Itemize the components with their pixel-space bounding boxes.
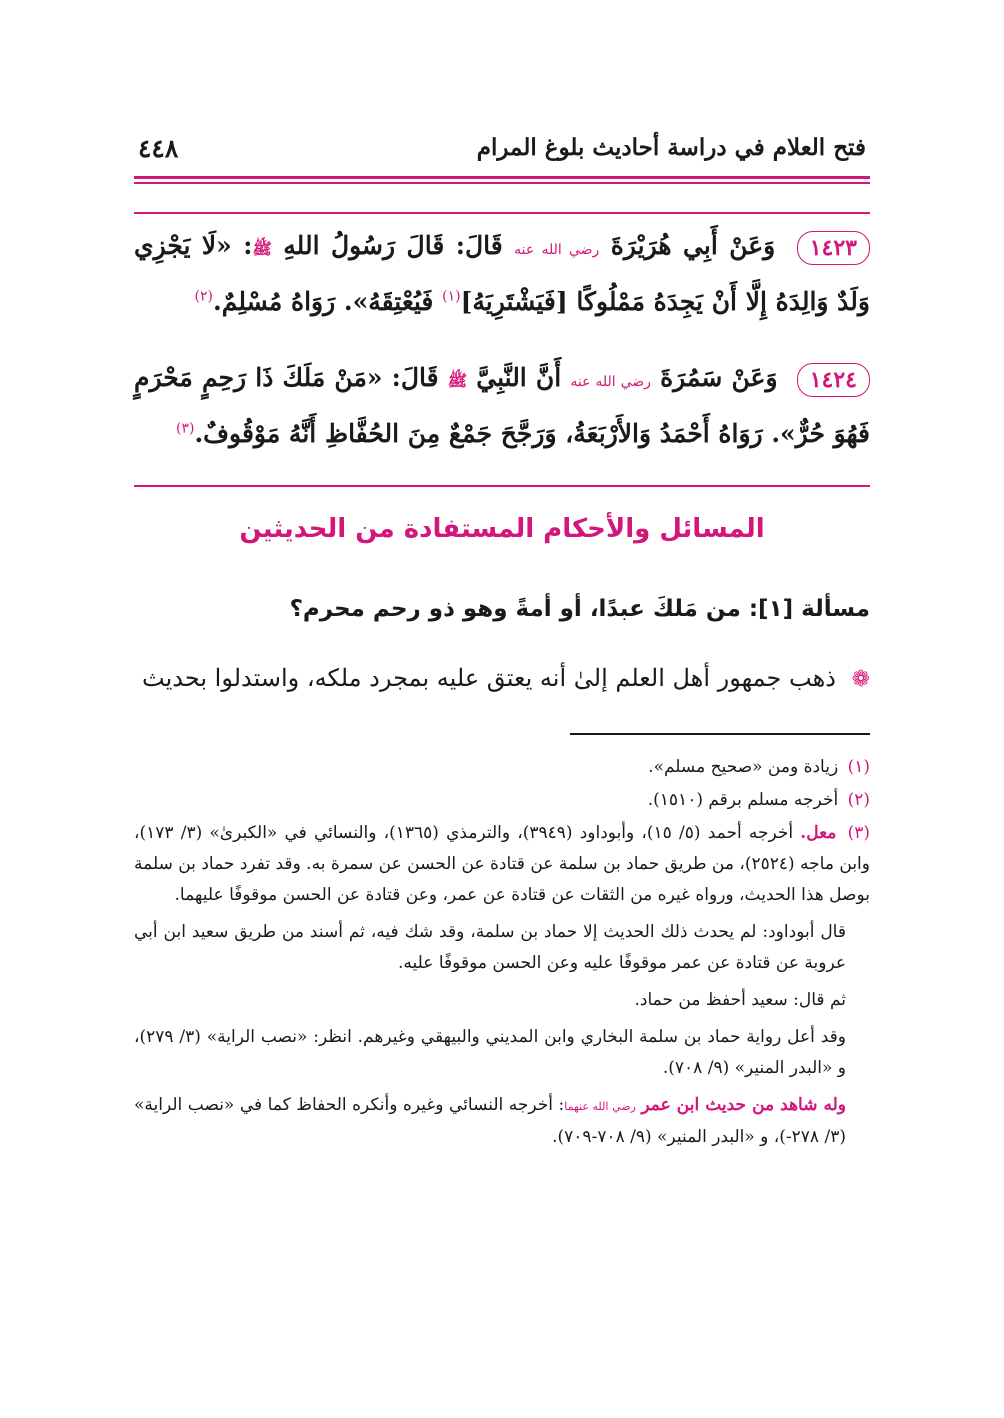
grading-label: معل. (800, 823, 837, 843)
honorific: رضي الله عنهما (564, 1100, 636, 1113)
footnotes (134, 752, 870, 1153)
footnote-text: أخرجه أحمد (٥/ ١٥)، وأبوداود (٣٩٤٩)، والترمذي (١٣٦٥)، والنسائي في «الكبرىٰ» (٣/ ١٧٣)، وابن ماجه (٢٥٢٤)، من طريق حماد بن سلمة عن قتادة عن الحسن عن سمرة به. وقد تفرد حماد بن سلمة بوصل هذا الحديث، ورواه غيره من الثقات عن قتادة عن عمر، وعن قتادة عن الحسن موقوفًا عليهما. (134, 823, 870, 905)
footnote-3 (134, 818, 870, 911)
body-text: ذهب جمهور أهل العلم إلىٰ أنه يعتق عليه بمجرد ملكه، واستدلوا بحديث (142, 664, 836, 692)
header-rule (134, 176, 870, 179)
issue-label: مسألة [١]: (748, 596, 870, 622)
hadith-text: أَنَّ النَّبِيَّ (476, 363, 562, 392)
footnote-2 (134, 785, 870, 816)
honorific: رضي الله عنه (514, 242, 600, 258)
section-divider (134, 485, 870, 487)
hadith-number-badge: ١٤٢٤ (797, 363, 870, 397)
issue-question: من مَلكَ عبدًا، أو أمةً وهو ذو رحم محرم؟ (289, 596, 741, 622)
honorific: ﷺ (447, 371, 468, 390)
page-header (134, 118, 870, 178)
footnote-number: (١) (847, 757, 870, 777)
hadith-1424 (134, 352, 870, 460)
hadith-text: وَعَنْ أَبِي هُرَيْرَةَ (610, 231, 776, 260)
footnote-3-para-3: ثم قال: سعيد أحفظ من حماد. (634, 990, 846, 1010)
header-rule-thin (134, 182, 870, 184)
hadith-text: : «لَا يَجْزِي وَلَدٌ وَالِدَهُ إِلَّا أَنْ يَجِدَهُ مَمْلُوكًا [فَيَشْتَرِيَهُ] (134, 231, 870, 316)
running-title: فتح العلام في دراسة أحاديث بلوغ المرام (476, 134, 866, 161)
honorific: ﷺ (252, 239, 272, 258)
footnote-number: (٣) (847, 823, 870, 843)
witness-lead: وله شاهد من حديث ابن عمر (641, 1095, 846, 1115)
footnote-text: زيادة ومن «صحيح مسلم». (648, 757, 839, 777)
hadith-number-badge: ١٤٢٣ (797, 231, 870, 265)
footnote-divider (570, 733, 870, 735)
top-divider (134, 212, 870, 214)
issue-heading (134, 596, 870, 622)
footnote-1 (134, 752, 870, 783)
footnote-3-para-4: وقد أعل رواية حماد بن سلمة البخاري وابن المديني والبيهقي وغيرهم. انظر: «نصب الراية» (٣/ ٢٧٩)، و «البدر المنير» (٩/ ٧٠٨). (134, 1027, 847, 1078)
footnote-3-para-5 (134, 1090, 846, 1153)
hadith-text: قَالَ: قَالَ رَسُولُ اللهِ (283, 231, 503, 260)
page-number: ٤٤٨ (138, 134, 179, 163)
hadith-text: وَعَنْ سَمُرَةَ (660, 363, 778, 392)
flower-icon: ❁ (851, 667, 870, 692)
footnote-3-para-2: قال أبوداود: لم يحدث ذلك الحديث إلا حماد بن سلمة، وقد شك فيه، ثم أسند من طريق سعيد ابن أبي عروبة عن قتادة عن عمر موقوفًا عليه وعن الحسن موقوفًا عليه. (134, 922, 846, 973)
footnote-text: : أخرجه النسائي وغيره وأنكره الحفاظ كما في «نصب الراية» (٣/ ٢٧٨-)، و «البدر المنير» (٩/ ٧٠٨-٧٠٩). (134, 1095, 846, 1147)
footnote-number: (٢) (847, 790, 870, 810)
footnote-ref[interactable]: (٢) (194, 288, 213, 305)
section-title: المسائل والأحكام المستفادة من الحديثين (239, 514, 765, 544)
hadith-text: فَيُعْتِقَهُ». رَوَاهُ مُسْلِمٌ. (212, 287, 434, 316)
honorific: رضي الله عنه (570, 374, 651, 390)
footnote-text: أخرجه مسلم برقم (١٥١٠). (647, 790, 839, 810)
hadith-1423 (134, 220, 870, 328)
footnote-ref[interactable]: (٣) (175, 420, 195, 437)
hadith-text: قَالَ: «مَنْ مَلَكَ ذَا رَحِمٍ مَحْرَمٍ فَهُوَ حُرٌّ». رَوَاهُ أَحْمَدُ وَالأَرْبَعَةُ، وَرَجَّحَ جَمْعٌ مِنَ الحُفَّاظِ أَنَّهُ مَوْقُوفٌ. (134, 363, 870, 448)
body-paragraph (134, 657, 870, 701)
footnote-ref[interactable]: (١) (442, 288, 461, 305)
